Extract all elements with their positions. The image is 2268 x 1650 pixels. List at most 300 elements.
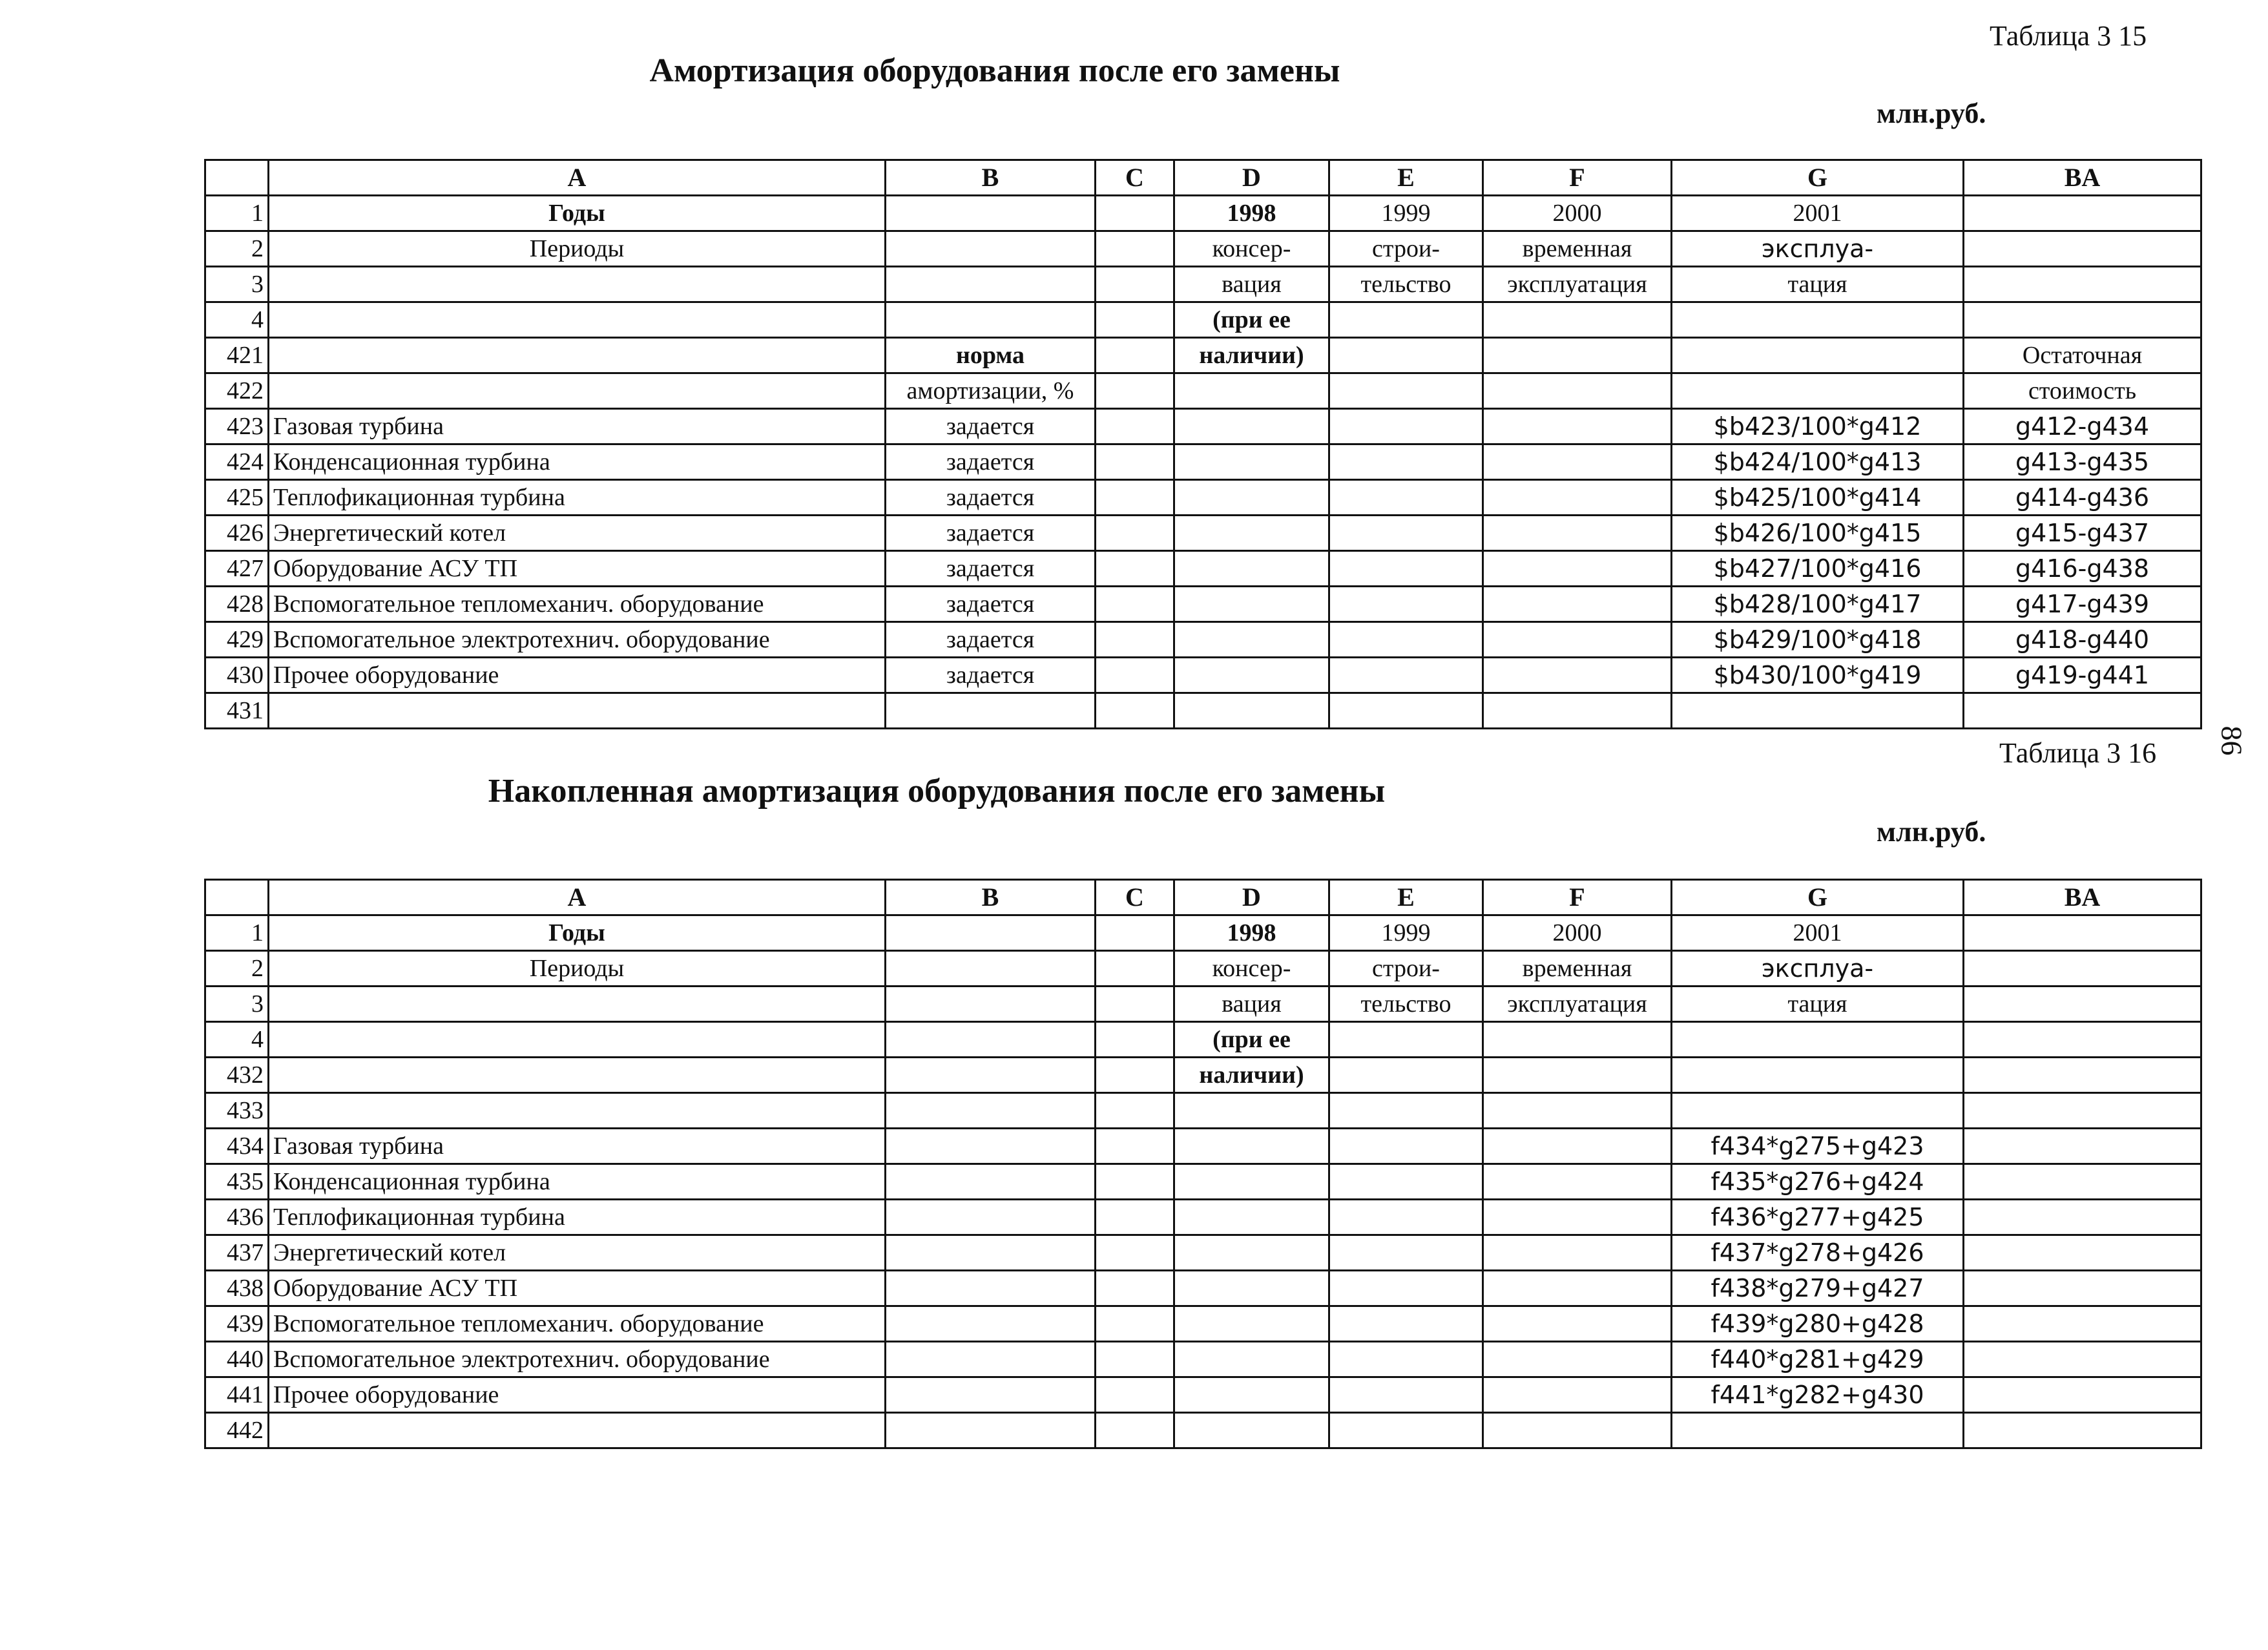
column-header: C [1096, 160, 1174, 196]
table-cell [1096, 987, 1174, 1022]
table-row [205, 551, 2201, 587]
column-header: A [269, 880, 886, 915]
table-cell [269, 1093, 886, 1129]
table-cell: тельство [1329, 987, 1483, 1022]
table-cell [1096, 338, 1174, 373]
column-header: G [1672, 880, 1964, 915]
table-cell [269, 693, 886, 729]
table-row [205, 373, 2201, 409]
table-cell [269, 373, 886, 409]
table-cell: Газовая турбина [269, 1129, 886, 1164]
table-cell: задается [886, 587, 1096, 622]
table-row [205, 516, 2201, 551]
table-cell [1483, 1271, 1672, 1306]
table-cell: тация [1672, 987, 1964, 1022]
table-cell: $b425/100*g414 [1672, 480, 1964, 516]
table-cell: Прочее оборудование [269, 658, 886, 693]
table-row [205, 1235, 2201, 1271]
table-row [205, 196, 2201, 231]
table-cell [1672, 693, 1964, 729]
table-cell: эксплуа- [1672, 231, 1964, 267]
table-cell [269, 1022, 886, 1058]
table-cell: (при ее [1174, 1022, 1329, 1058]
column-header-row [205, 160, 2201, 196]
row-number: 442 [205, 1413, 269, 1448]
table-cell [886, 1271, 1096, 1306]
table-cell [1329, 1413, 1483, 1448]
table-row [205, 1022, 2201, 1058]
table-cell: задается [886, 551, 1096, 587]
table-cell [1329, 587, 1483, 622]
table-cell [1964, 987, 2201, 1022]
table-cell: наличии) [1174, 338, 1329, 373]
column-header-row [205, 880, 2201, 915]
table-cell [1964, 693, 2201, 729]
table-cell [886, 1164, 1096, 1200]
table-row [205, 622, 2201, 658]
table-cell [886, 915, 1096, 951]
row-number: 3 [205, 267, 269, 302]
table-cell: f434*g275+g423 [1672, 1129, 1964, 1164]
table-cell [1672, 1022, 1964, 1058]
table-cell [886, 196, 1096, 231]
table-row [205, 267, 2201, 302]
row-number: 441 [205, 1377, 269, 1413]
table-cell [1096, 444, 1174, 480]
table-row [205, 480, 2201, 516]
table-cell [1483, 302, 1672, 338]
row-number: 1 [205, 915, 269, 951]
table-row [205, 951, 2201, 987]
table-cell [886, 693, 1096, 729]
table-row [205, 987, 2201, 1022]
table-cell [1964, 196, 2201, 231]
row-number: 425 [205, 480, 269, 516]
table-cell [1329, 1200, 1483, 1235]
table-cell: Вспомогательное тепломеханич. оборудование [269, 1306, 886, 1342]
table-cell [269, 338, 886, 373]
table-cell: строи- [1329, 231, 1483, 267]
table-cell [1329, 622, 1483, 658]
table-cell: f435*g276+g424 [1672, 1164, 1964, 1200]
table-cell [886, 1306, 1096, 1342]
table-cell [1096, 302, 1174, 338]
table-cell [269, 302, 886, 338]
table-cell: задается [886, 444, 1096, 480]
table-cell [1483, 480, 1672, 516]
column-header: E [1329, 160, 1483, 196]
table-cell [1964, 1164, 2201, 1200]
table-cell [1096, 196, 1174, 231]
table-cell [1096, 1058, 1174, 1093]
table-cell: временная [1483, 231, 1672, 267]
column-header [205, 160, 269, 196]
row-number: 439 [205, 1306, 269, 1342]
row-number: 4 [205, 302, 269, 338]
table-row [205, 1377, 2201, 1413]
row-number: 3 [205, 987, 269, 1022]
table-cell [886, 1093, 1096, 1129]
table-cell: $b426/100*g415 [1672, 516, 1964, 551]
table-cell: $b423/100*g412 [1672, 409, 1964, 444]
column-header: B [886, 160, 1096, 196]
column-header: A [269, 160, 886, 196]
table-cell [1096, 409, 1174, 444]
table-cell [269, 1413, 886, 1448]
table-cell [1096, 622, 1174, 658]
page-number: 86 [2215, 726, 2249, 756]
row-number: 431 [205, 693, 269, 729]
table-cell [1329, 1377, 1483, 1413]
table-row [205, 1093, 2201, 1129]
table-row [205, 231, 2201, 267]
table-cell: Энергетический котел [269, 516, 886, 551]
table-cell: f437*g278+g426 [1672, 1235, 1964, 1271]
table-cell [1964, 1413, 2201, 1448]
table-cell [1483, 444, 1672, 480]
table-cell [1329, 693, 1483, 729]
row-number: 440 [205, 1342, 269, 1377]
column-header: D [1174, 880, 1329, 915]
table-cell: консер- [1174, 951, 1329, 987]
table-cell [1096, 1164, 1174, 1200]
column-header: C [1096, 880, 1174, 915]
table-cell: Годы [269, 196, 886, 231]
table-cell [1096, 1022, 1174, 1058]
table-cell: Вспомогательное электротехнич. оборудование [269, 1342, 886, 1377]
table-cell [1964, 1342, 2201, 1377]
table-cell: консер- [1174, 231, 1329, 267]
table-cell: Остаточная [1964, 338, 2201, 373]
table-cell [1483, 587, 1672, 622]
table-cell [1483, 338, 1672, 373]
table-row [205, 1342, 2201, 1377]
table-cell [1483, 1058, 1672, 1093]
table-cell: g413-g435 [1964, 444, 2201, 480]
row-number: 435 [205, 1164, 269, 1200]
table-cell [1964, 302, 2201, 338]
row-number: 421 [205, 338, 269, 373]
table-cell [1964, 1377, 2201, 1413]
table-cell [1329, 480, 1483, 516]
table-cell: Вспомогательное тепломеханич. оборудование [269, 587, 886, 622]
table-cell: f438*g279+g427 [1672, 1271, 1964, 1306]
table-cell: 2001 [1672, 196, 1964, 231]
column-header: BA [1964, 160, 2201, 196]
table-cell: $b430/100*g419 [1672, 658, 1964, 693]
table-cell [1174, 587, 1329, 622]
table-cell [1174, 1129, 1329, 1164]
table-cell [1483, 1235, 1672, 1271]
table-cell [269, 267, 886, 302]
table-cell [1096, 267, 1174, 302]
table-row [205, 1271, 2201, 1306]
table-cell [1329, 1058, 1483, 1093]
table-cell: $b424/100*g413 [1672, 444, 1964, 480]
table-cell [1964, 1022, 2201, 1058]
table-cell [1329, 1306, 1483, 1342]
table-cell: тация [1672, 267, 1964, 302]
table-cell [1483, 1200, 1672, 1235]
table-cell [1964, 267, 2201, 302]
table-cell: 1998 [1174, 196, 1329, 231]
table-cell [1483, 373, 1672, 409]
accumulated-depreciation-table [204, 879, 2202, 1449]
table-cell [886, 987, 1096, 1022]
table-cell [1964, 951, 2201, 987]
table-row [205, 444, 2201, 480]
row-number: 434 [205, 1129, 269, 1164]
table-cell: $b429/100*g418 [1672, 622, 1964, 658]
table-cell [886, 1377, 1096, 1413]
table-row [205, 409, 2201, 444]
table-cell: задается [886, 622, 1096, 658]
table-cell [1329, 373, 1483, 409]
table-cell [1483, 1093, 1672, 1129]
table-cell [1483, 551, 1672, 587]
column-header: F [1483, 160, 1672, 196]
table-cell: f436*g277+g425 [1672, 1200, 1964, 1235]
table-cell: Конденсационная турбина [269, 1164, 886, 1200]
table-cell: Вспомогательное электротехнич. оборудование [269, 622, 886, 658]
column-header: E [1329, 880, 1483, 915]
table-cell: задается [886, 516, 1096, 551]
table-cell: g414-g436 [1964, 480, 2201, 516]
table-cell: g417-g439 [1964, 587, 2201, 622]
table-cell: Оборудование АСУ ТП [269, 1271, 886, 1306]
row-number: 430 [205, 658, 269, 693]
table-cell: временная [1483, 951, 1672, 987]
table-cell: стоимость [1964, 373, 2201, 409]
table-cell [1174, 1164, 1329, 1200]
table-row [205, 338, 2201, 373]
table-cell [1672, 373, 1964, 409]
table-cell [1174, 516, 1329, 551]
table-row [205, 1200, 2201, 1235]
table-cell [1329, 516, 1483, 551]
row-number: 433 [205, 1093, 269, 1129]
table-cell [1174, 622, 1329, 658]
table-cell [1672, 1093, 1964, 1129]
table-cell [886, 1342, 1096, 1377]
table-cell: 1998 [1174, 915, 1329, 951]
row-number: 428 [205, 587, 269, 622]
table-cell [1964, 1129, 2201, 1164]
table-row [205, 1413, 2201, 1448]
table-cell [1096, 1235, 1174, 1271]
table-cell: норма [886, 338, 1096, 373]
units-label: млн.руб. [1877, 816, 1986, 848]
table-cell [1096, 373, 1174, 409]
table-cell [886, 951, 1096, 987]
table-cell [1096, 231, 1174, 267]
table-cell [1096, 1413, 1174, 1448]
table-cell [1174, 693, 1329, 729]
table-cell [1329, 338, 1483, 373]
table-cell [1329, 1022, 1483, 1058]
table-cell [1096, 1093, 1174, 1129]
row-number: 437 [205, 1235, 269, 1271]
table-cell [1174, 1413, 1329, 1448]
table-cell [1096, 516, 1174, 551]
row-number: 4 [205, 1022, 269, 1058]
table-cell: 1999 [1329, 915, 1483, 951]
table-cell: строи- [1329, 951, 1483, 987]
table-cell: g415-g437 [1964, 516, 2201, 551]
table-cell: $b427/100*g416 [1672, 551, 1964, 587]
table-title: Накопленная амортизация оборудования после его замены [488, 773, 1386, 809]
table-cell: Периоды [269, 231, 886, 267]
table-cell: 2000 [1483, 915, 1672, 951]
column-header: D [1174, 160, 1329, 196]
table-cell [1174, 658, 1329, 693]
table-cell [1174, 480, 1329, 516]
table-cell [1964, 1058, 2201, 1093]
table-cell: тельство [1329, 267, 1483, 302]
row-number: 426 [205, 516, 269, 551]
table-cell [1483, 693, 1672, 729]
table-cell [1672, 302, 1964, 338]
table-cell: (при ее [1174, 302, 1329, 338]
table-cell [1096, 587, 1174, 622]
table-row [205, 658, 2201, 693]
table-cell [1483, 658, 1672, 693]
row-number: 436 [205, 1200, 269, 1235]
table-cell [1174, 373, 1329, 409]
table-cell [886, 231, 1096, 267]
table-cell [1964, 231, 2201, 267]
table-cell [1096, 1377, 1174, 1413]
table-cell: Теплофикационная турбина [269, 1200, 886, 1235]
table-cell [269, 987, 886, 1022]
table-cell: Теплофикационная турбина [269, 480, 886, 516]
column-header: B [886, 880, 1096, 915]
table-cell: эксплуатация [1483, 267, 1672, 302]
table-cell [1096, 951, 1174, 987]
row-number: 429 [205, 622, 269, 658]
table-cell [1483, 1377, 1672, 1413]
table-cell [1329, 1164, 1483, 1200]
table-cell [886, 1129, 1096, 1164]
table-cell [886, 1022, 1096, 1058]
table-cell [1174, 1377, 1329, 1413]
table-cell [886, 267, 1096, 302]
table-cell: эксплуатация [1483, 987, 1672, 1022]
units-label: млн.руб. [1877, 98, 1986, 129]
row-number: 438 [205, 1271, 269, 1306]
table-cell: Энергетический котел [269, 1235, 886, 1271]
table-cell [886, 1058, 1096, 1093]
table-cell [1329, 1235, 1483, 1271]
table-cell [1329, 444, 1483, 480]
table-cell [1329, 409, 1483, 444]
table-cell [1096, 1306, 1174, 1342]
table-cell: задается [886, 409, 1096, 444]
table-cell [269, 1058, 886, 1093]
table-cell [1096, 480, 1174, 516]
table-cell: 1999 [1329, 196, 1483, 231]
row-number: 427 [205, 551, 269, 587]
table-cell [1964, 1306, 2201, 1342]
table-cell [1174, 1306, 1329, 1342]
table-cell [1174, 409, 1329, 444]
table-cell [1964, 1271, 2201, 1306]
table-cell [1964, 915, 2201, 951]
table-cell: $b428/100*g417 [1672, 587, 1964, 622]
table-cell: Прочее оборудование [269, 1377, 886, 1413]
row-number: 1 [205, 196, 269, 231]
table-row [205, 1164, 2201, 1200]
table-cell: амортизации, % [886, 373, 1096, 409]
table-cell: задается [886, 658, 1096, 693]
table-cell [1672, 338, 1964, 373]
table-cell: g412-g434 [1964, 409, 2201, 444]
column-header: G [1672, 160, 1964, 196]
table-cell [1964, 1093, 2201, 1129]
table-cell: Конденсационная турбина [269, 444, 886, 480]
table-cell: 2000 [1483, 196, 1672, 231]
table-cell: Оборудование АСУ ТП [269, 551, 886, 587]
table-cell [1174, 1093, 1329, 1129]
table-cell: f441*g282+g430 [1672, 1377, 1964, 1413]
table-cell [1096, 1342, 1174, 1377]
table-cell [1483, 1022, 1672, 1058]
table-cell [886, 1235, 1096, 1271]
table-cell [1964, 1200, 2201, 1235]
table-cell [886, 302, 1096, 338]
table-cell: Газовая турбина [269, 409, 886, 444]
table-cell: Периоды [269, 951, 886, 987]
depreciation-table [204, 159, 2202, 729]
column-header: BA [1964, 880, 2201, 915]
table-cell [886, 1413, 1096, 1448]
table-cell: g419-g441 [1964, 658, 2201, 693]
table-cell [1096, 1271, 1174, 1306]
table-cell [1672, 1413, 1964, 1448]
table-cell: f440*g281+g429 [1672, 1342, 1964, 1377]
table-cell: Годы [269, 915, 886, 951]
table-cell [1483, 1164, 1672, 1200]
table-cell [1096, 1200, 1174, 1235]
table-cell [1672, 1058, 1964, 1093]
table-cell [1096, 658, 1174, 693]
table-cell [1329, 302, 1483, 338]
table-row [205, 587, 2201, 622]
table-cell [1096, 1129, 1174, 1164]
table-row [205, 302, 2201, 338]
table-cell [1329, 551, 1483, 587]
table-cell [1483, 409, 1672, 444]
table-cell [1329, 658, 1483, 693]
table-row [205, 693, 2201, 729]
table-cell: эксплуа- [1672, 951, 1964, 987]
table-cell: f439*g280+g428 [1672, 1306, 1964, 1342]
table-title: Амортизация оборудования после его замены [649, 52, 1340, 89]
column-header [205, 880, 269, 915]
row-number: 2 [205, 951, 269, 987]
table-cell [1329, 1093, 1483, 1129]
table-cell: вация [1174, 267, 1329, 302]
table-cell [1483, 1413, 1672, 1448]
table-cell [886, 1200, 1096, 1235]
table-cell [1174, 1271, 1329, 1306]
table-label: Таблица 3 16 [1999, 737, 2157, 769]
table-cell: g418-g440 [1964, 622, 2201, 658]
table-cell [1483, 1342, 1672, 1377]
table-cell [1483, 516, 1672, 551]
table-cell: 2001 [1672, 915, 1964, 951]
table-cell [1096, 551, 1174, 587]
